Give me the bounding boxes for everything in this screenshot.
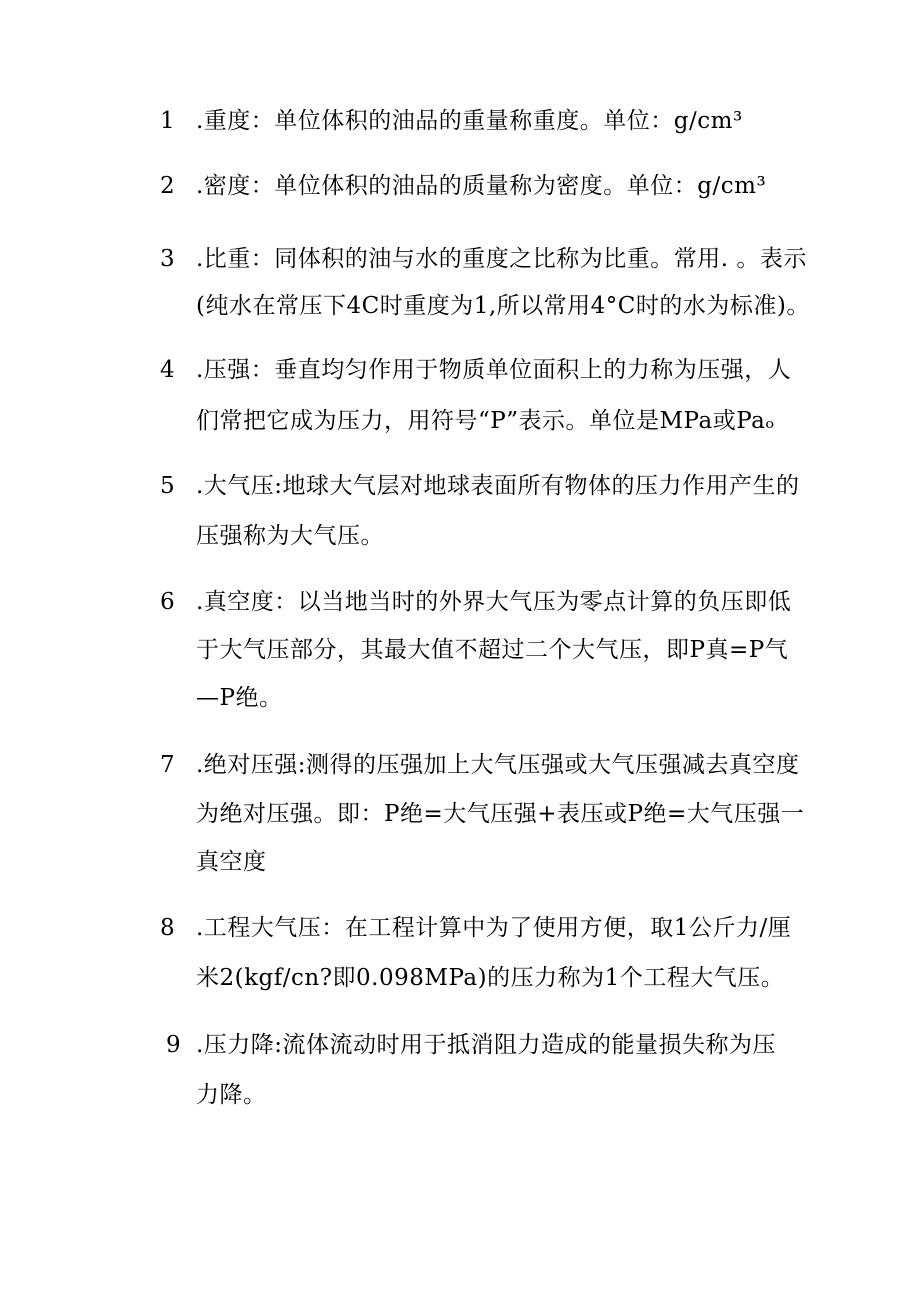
item-text-line: .绝对压强:测得的压强加上大气压强或大气压强减去真空度 — [196, 752, 800, 778]
item-text-line: (纯水在常压下4C时重度为1,所以常用4°C时的水为标准)。 — [196, 293, 810, 319]
item-number: 9 — [166, 1032, 181, 1058]
item-text-line: .工程大气压：在工程计算中为了使用方便，取1公斤力/厘 — [196, 915, 792, 941]
item-text-line: .大气压:地球大气层对地球表面所有物体的压力作用产生的 — [196, 473, 800, 499]
item-number: 4 — [160, 357, 175, 383]
item-number: 5 — [160, 473, 175, 499]
item-text-line: .压力降:流体流动时用于抵消阻力造成的能量损失称为压 — [196, 1032, 777, 1058]
item-number: 2 — [160, 173, 175, 199]
item-text-line: .密度：单位体积的油品的质量称为密度。单位：g∕cm³ — [196, 173, 767, 199]
item-text-line: 米2(kgf/cn?即0.098MPa)的压力称为1个工程大气压。 — [196, 965, 785, 991]
item-text-line: 们常把它成为压力，用符号“P”表示。单位是MPa或Paₒ — [196, 408, 775, 434]
item-text-line: 为绝对压强。即：P绝=大气压强+表压或P绝=大气压强一 — [196, 801, 805, 827]
item-number: 6 — [160, 589, 175, 615]
item-text-line: .比重：同体积的油与水的重度之比称为比重。常用. 。表示 — [196, 246, 807, 272]
item-text-line: .真空度：以当地当时的外界大气压为零点计算的负压即低 — [196, 589, 792, 615]
item-text-line: 真空度 — [196, 849, 267, 875]
item-number: 1 — [160, 108, 175, 134]
item-text-line: .重度：单位体积的油品的重量称重度。单位：g∕cm³ — [196, 108, 743, 134]
item-text-line: 力降。 — [196, 1082, 267, 1108]
item-text-line: .压强：垂直均匀作用于物质单位面积上的力称为压强，人 — [196, 357, 792, 383]
item-number: 7 — [160, 752, 175, 778]
item-number: 3 — [160, 246, 175, 272]
item-text-line: 于大气压部分，其最大值不超过二个大气压，即P真=P气 — [196, 637, 789, 663]
item-number: 8 — [160, 915, 175, 941]
item-text-line: —P绝。 — [196, 685, 283, 711]
item-text-line: 压强称为大气压。 — [196, 523, 384, 549]
